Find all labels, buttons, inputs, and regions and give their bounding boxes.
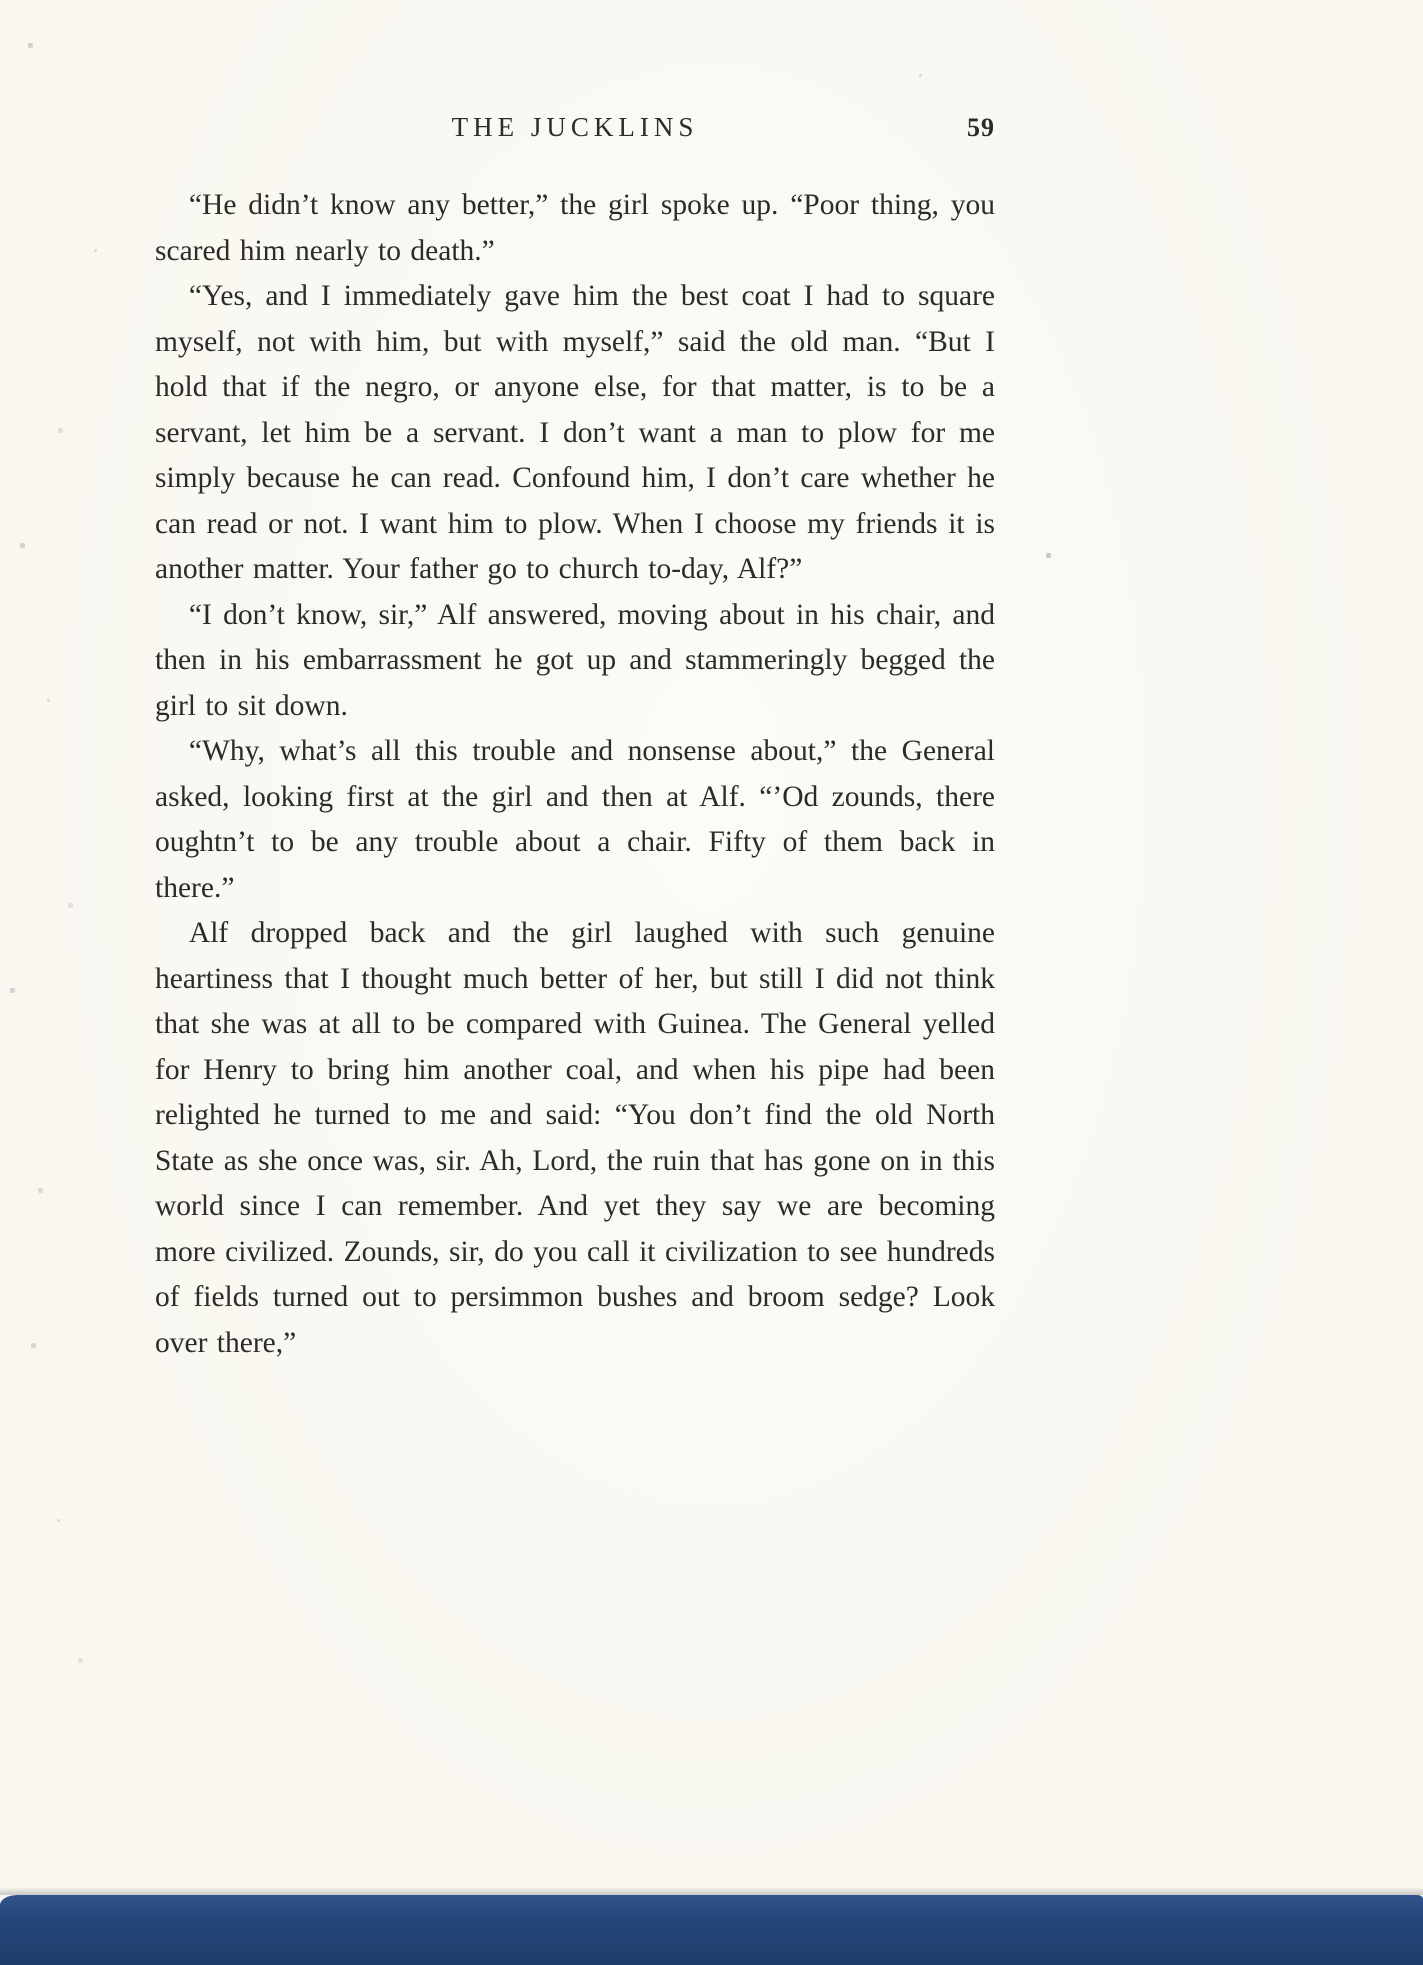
page-title: THE JUCKLINS	[451, 112, 699, 142]
paragraph: “Yes, and I immediately gave him the best coat I had to square myself, not with him, but with myself,” said the old man. “But I hold that if the negro, or anyone else, for that matter, is to be a servant, let him be a servant. I don’t want a man to plow for me simply because he can read. Confound him, I don’t care whether he can read or not. I want him to plow. When I choose my friends it is another matter. Your father go to church to-day, Alf?”	[155, 280, 995, 585]
scan-edge-bar	[0, 1895, 1423, 1965]
paragraph: Alf dropped back and the girl laughed with such genuine heartiness that I thought much better of her, but still I did not think that she was at all to be compared with Guinea. The General yelled for Henry to bring him another coal, and when his pipe had been relighted he turned to me and said: “You don’t find the old North State as she once was, sir. Ah, Lord, the ruin that has gone on in this world since I can remember. And yet they say we are becoming more civilized. Zounds, sir, do you call it civilization to see hundreds of fields turned out to persimmon bushes and broom sedge? Look over there,”	[155, 917, 995, 1359]
paragraph: “I don’t know, sir,” Alf answered, moving about in his chair, and then in his embarrassment he got up and stammeringly begged the girl to sit down.	[155, 598, 995, 722]
paragraph: “He didn’t know any better,” the girl spoke up. “Poor thing, you scared him nearly to death.”	[155, 189, 995, 267]
running-head	[155, 112, 995, 143]
page-content	[155, 112, 995, 1366]
scan-edge-shadow	[0, 1887, 1423, 1895]
body-text	[155, 183, 995, 1366]
page-number: 59	[967, 113, 995, 142]
paragraph: “Why, what’s all this trouble and nonsense about,” the General asked, looking first at the girl and then at Alf. “’Od zounds, there oughtn’t to be any trouble about a chair. Fifty of them back in there.”	[155, 735, 995, 904]
scan-speckles	[0, 0, 1, 1]
